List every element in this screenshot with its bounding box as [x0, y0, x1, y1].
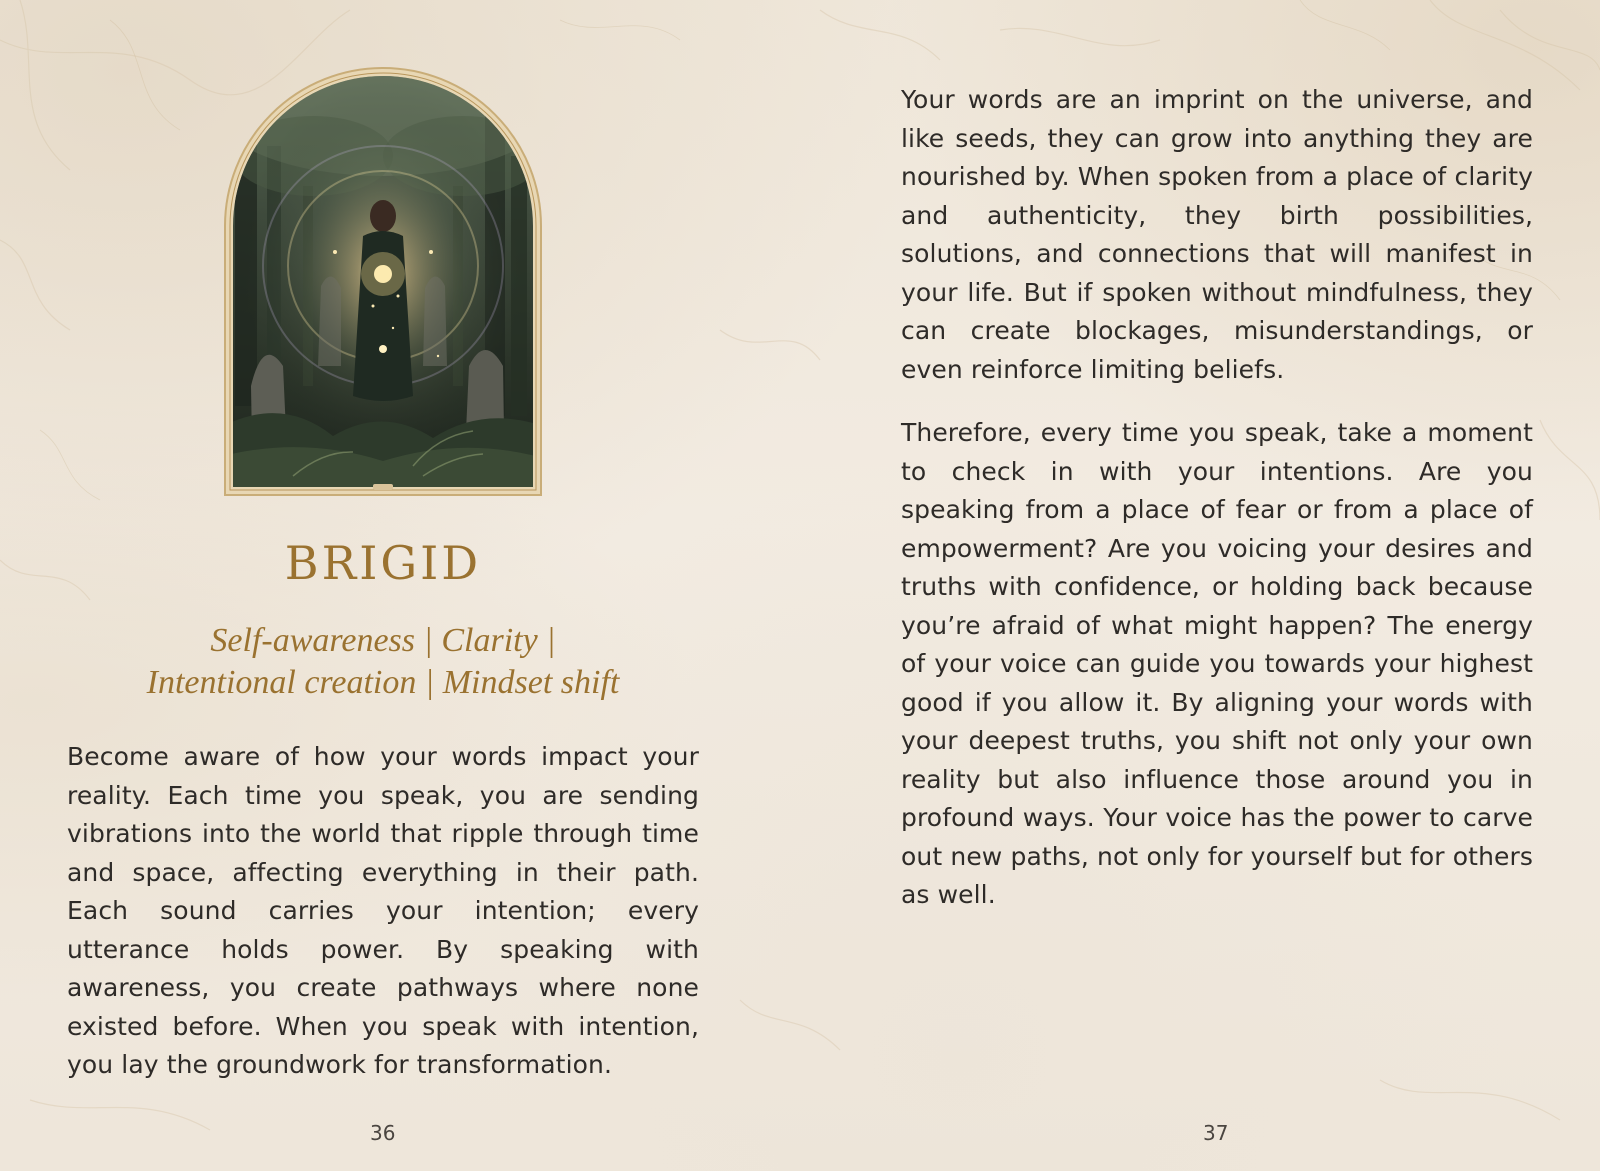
keywords-line-2: Intentional creation | Mindset shift	[146, 664, 620, 701]
card-keywords	[0, 620, 766, 704]
left-body-paragraph: Become aware of how your words impact your reality. Each time you speak, you are sending vibrations into the world that ripple through time and space, affecting everything in their path. Each sound carries your intention; every utterance holds power. By speaking with awareness, you create pathways where none existed before. When you speak with intention, you lay the groundwork for transformation.	[67, 742, 699, 1079]
card-illustration	[223, 66, 543, 497]
page-number-right: 37	[1203, 1121, 1229, 1145]
right-paragraph-1: Your words are an imprint on the universe, and like seeds, they can grow into anything they are nourished by. When spoken from a place of clarity and authenticity, they birth possibilities, solutions, and connections that will manifest in your life. But if spoken without mindfulness, they can create blockages, misunderstandings, or even reinforce limiting beliefs.	[901, 85, 1533, 384]
right-paragraph-2: Therefore, every time you speak, take a moment to check in with your intentions. Are you speaking from a place of fear or from a place of empowerment? Are you voicing your desires and truths with confidence, or holding back because you’re afraid of what might happen? The energy of your voice can guide you towards your highest good if you allow it. By aligning your words with your deepest truths, you shift not only your own reality but also influence those around you in profound ways. Your voice has the power to carve out new paths, not only for yourself but for others as well.	[901, 418, 1533, 909]
page-number-left: 36	[370, 1121, 396, 1145]
keywords-line-1: Self-awareness | Clarity |	[210, 622, 556, 659]
card-title: BRIGID	[284, 536, 482, 590]
